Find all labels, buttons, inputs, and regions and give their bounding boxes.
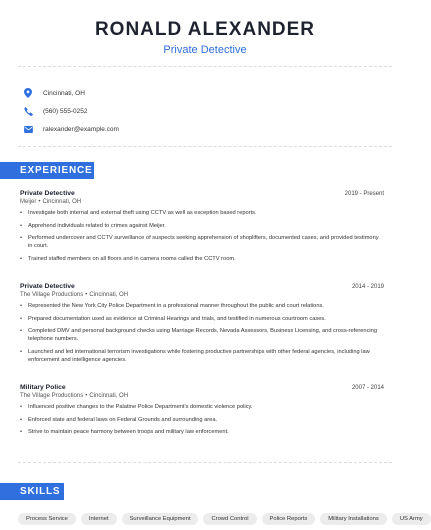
skill-chip: Police Reports bbox=[262, 513, 316, 525]
job-bullets bbox=[20, 403, 384, 436]
company-location: Cincinnati, OH bbox=[89, 393, 129, 399]
contact-email bbox=[22, 120, 119, 138]
list-item: • Investigate both internal and external theft using CCTV as well as exception based reports. bbox=[20, 209, 384, 217]
company-name: The Village Productions bbox=[20, 292, 84, 298]
list-item: • Influenced positive changes to the Palatine Police Department's domestic violence policy. bbox=[20, 403, 384, 411]
location-text: Cincinnati, OH bbox=[43, 89, 85, 97]
list-item: • Prepared documentation used as evidence at Criminal Hearings and trials, and testified in numerous courtroom cases. bbox=[20, 315, 384, 323]
list-item: • Completed DMV and personal background checks using Marriage Records, Nevada Assessors, Business Licensing, and cross-referencing telephone numbers. bbox=[20, 327, 384, 343]
candidate-title: Private Detective bbox=[163, 44, 247, 56]
job-entry bbox=[20, 283, 384, 368]
job-dates: 2014 - 2019 bbox=[351, 284, 384, 290]
list-item: • Apprehend individuals related to crimes against Meijer. bbox=[20, 222, 384, 230]
job-company: The Village Productions • Cincinnati, OH bbox=[20, 292, 129, 298]
job-company: The Village Productions • Cincinnati, OH bbox=[20, 393, 129, 399]
job-company: Meijer • Cincinnati, OH bbox=[20, 199, 82, 205]
list-item: • Enforced state and federal laws on Federal Grounds and surrounding area. bbox=[20, 416, 384, 424]
list-item: • Strive to maintain peace harmony between troops and military law enforcement. bbox=[20, 428, 384, 436]
list-item: • Trained staffed members on all floors and in camera rooms called the CCTV room. bbox=[20, 255, 384, 263]
job-bullets bbox=[20, 302, 384, 364]
company-location: Cincinnati, OH bbox=[42, 199, 82, 205]
skill-chip: Crowd Control bbox=[203, 513, 256, 525]
skill-chip: Internet bbox=[81, 513, 117, 525]
job-bullets bbox=[20, 209, 384, 263]
company-name: The Village Productions bbox=[20, 393, 84, 399]
job-role: Private Detective bbox=[20, 283, 75, 290]
contact-phone bbox=[22, 102, 119, 120]
job-role: Private Detective bbox=[20, 190, 75, 197]
job-dates: 2007 - 2014 bbox=[351, 385, 384, 391]
skill-chip: Process Service bbox=[18, 513, 76, 525]
experience-heading: EXPERIENCE bbox=[0, 162, 94, 179]
divider bbox=[18, 146, 392, 147]
list-item: • Launched and led international terrorism investigations while fostering productive partnerships with other federal agencies, including law enforcement and intelligence agencies. bbox=[20, 348, 384, 364]
skills-list bbox=[18, 513, 423, 525]
skill-chip: US Army bbox=[392, 513, 431, 525]
phone-icon bbox=[22, 105, 34, 117]
contact-location bbox=[22, 84, 119, 102]
company-location: Cincinnati, OH bbox=[89, 292, 129, 298]
phone-text[interactable]: (560) 555-0252 bbox=[43, 107, 88, 115]
email-text[interactable]: ralexander@example.com bbox=[43, 125, 119, 133]
divider bbox=[18, 462, 392, 463]
location-pin-icon bbox=[22, 87, 34, 99]
skills-heading: SKILLS bbox=[0, 483, 64, 500]
job-role: Military Police bbox=[20, 384, 66, 391]
job-entry bbox=[20, 384, 384, 441]
skill-chip: Surveillance Equipment bbox=[122, 513, 199, 525]
list-item: • Represented the New York City Police Department in a professional manner throughout the public and court relations. bbox=[20, 302, 384, 310]
skill-chip: Military Installations bbox=[320, 513, 387, 525]
resume-header bbox=[0, 0, 410, 56]
divider bbox=[18, 66, 392, 67]
contact-block bbox=[22, 84, 119, 138]
email-icon bbox=[22, 123, 34, 135]
company-name: Meijer bbox=[20, 199, 37, 205]
job-entry bbox=[20, 190, 384, 267]
job-dates: 2019 - Present bbox=[344, 191, 384, 197]
list-item: • Performed undercover and CCTV surveillance of suspects seeking apprehension of shoplifters, documented cases, and provided testimony in court. bbox=[20, 234, 384, 250]
candidate-name: RONALD ALEXANDER bbox=[94, 19, 316, 40]
